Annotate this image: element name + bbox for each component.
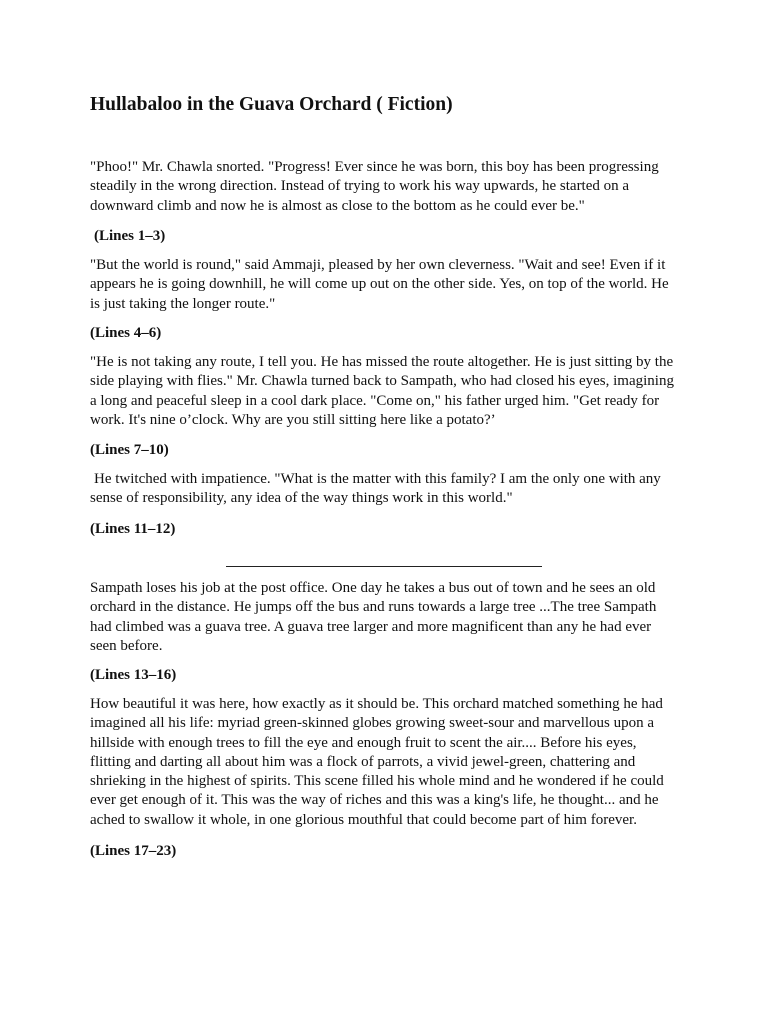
lines-label-4: (Lines 11–12)	[90, 521, 176, 537]
paragraph-4: He twitched with impatience. "What is the matter with this family? I am the only one with any sense of responsibility, any idea of the way things work in this world."	[90, 471, 661, 507]
paragraph-6: How beautiful it was here, how exactly as it should be. This orchard matched something he had imagined all his life: myriad green-skinned globes growing sweet-sour and marvellous upon a hillside with enough trees to fill the eye and enough fruit to scent the air.... Before his eyes, flitting and darting all about him was a flock of parrots, a vivid jewel-green, chattering and shrieking in the highest of spirits. This scene filled his whole mind and he wondered if he could ever get enough of it. This was the way of riches and this was a king's life, he thought... and he ached to swallow it whole, in one glorious mouthful that could become part of him forever.	[90, 696, 664, 828]
lines-label-3: (Lines 7–10)	[90, 442, 169, 458]
section-divider	[226, 566, 542, 567]
lines-label-5: (Lines 13–16)	[90, 667, 177, 683]
lines-label-1: (Lines 1–3)	[94, 228, 166, 244]
paragraph-2: "But the world is round," said Ammaji, pleased by her own cleverness. "Wait and see! Even if it appears he is going downhill, he will come up out on the other side. Yes, on top of the world. He is just taking the longer route."	[90, 257, 669, 312]
lines-label-2: (Lines 4–6)	[90, 325, 162, 341]
paragraph-1: "Phoo!" Mr. Chawla snorted. "Progress! Ever since he was born, this boy has been progressing steadily in the wrong direction. Instead of trying to work his way upwards, he started on a downward climb and now he is almost as close to the bottom as he could ever be."	[90, 159, 659, 214]
lines-label-6: (Lines 17–23)	[90, 843, 177, 859]
document-title: Hullabaloo in the Guava Orchard ( Fiction)	[90, 94, 453, 115]
paragraph-5: Sampath loses his job at the post office. One day he takes a bus out of town and he sees an old orchard in the distance. He jumps off the bus and runs towards a large tree ...The tree Sampath had climbed was a guava tree. A guava tree larger and more magnificent than any he had ever seen before.	[90, 580, 657, 654]
paragraph-3: "He is not taking any route, I tell you. He has missed the route altogether. He is just sitting by the side playing with flies." Mr. Chawla turned back to Sampath, who had closed his eyes, imagining a long and peaceful sleep in a cool dark place. "Come on," his father urged him. "Get ready for work. It's nine o’clock. Why are you still sitting here like a potato?’	[90, 354, 674, 428]
